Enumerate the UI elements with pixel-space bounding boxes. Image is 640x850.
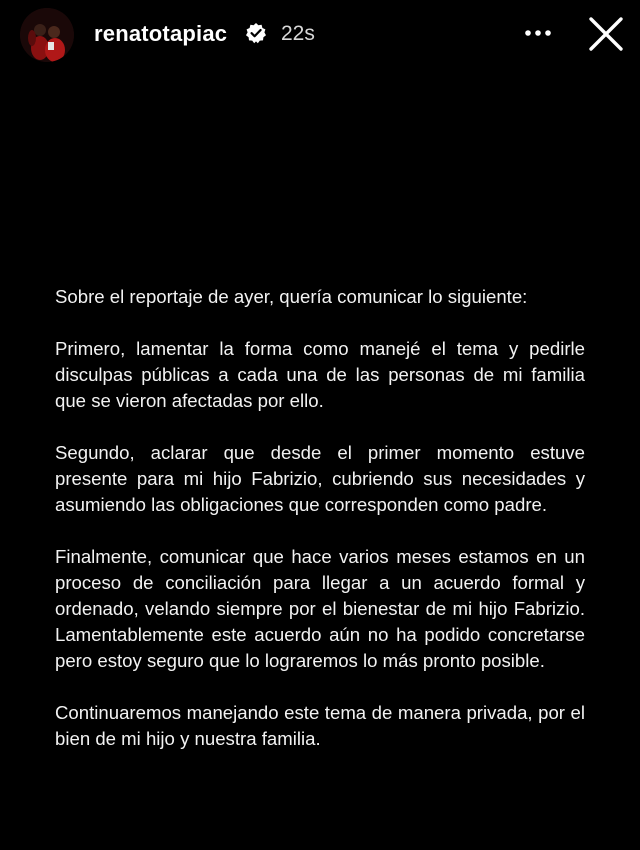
more-options-button[interactable] xyxy=(520,18,556,48)
statement-paragraph-5: Continuaremos manejando este tema de manera privada, por el bien de mi hijo y nuestra familia. xyxy=(55,702,585,749)
verified-badge-icon xyxy=(245,22,267,44)
story-statement-text xyxy=(55,284,585,778)
statement-paragraph-2: Primero, lamentar la forma como manejé el tema y pedirle disculpas públicas a cada una de las personas de mi familia que se vieron afectadas por ello. xyxy=(55,338,585,411)
story-header xyxy=(0,0,640,70)
story-username[interactable]: renatotapiac xyxy=(94,21,228,46)
statement-paragraph-1: Sobre el reportaje de ayer, quería comunicar lo siguiente: xyxy=(55,286,528,307)
avatar-photo-icon xyxy=(20,8,74,62)
profile-avatar[interactable] xyxy=(20,8,74,62)
close-icon xyxy=(586,14,626,54)
statement-paragraph-3: Segundo, aclarar que desde el primer momento estuve presente para mi hijo Fabrizio, cubriendo sus necesidades y asumiendo las obligaciones que corresponden como padre. xyxy=(55,442,585,515)
more-options-icon xyxy=(520,18,556,48)
story-timestamp: 22s xyxy=(281,22,315,45)
statement-paragraph-4: Finalmente, comunicar que hace varios meses estamos en un proceso de conciliación para llegar a un acuerdo formal y ordenado, velando siempre por el bienestar de mi hijo Fabrizio. Lamentablemente este acuerdo aún no ha podido concretarse pero estoy seguro que lo lograremos lo más pronto posible. xyxy=(55,546,585,671)
close-button[interactable] xyxy=(586,14,626,54)
